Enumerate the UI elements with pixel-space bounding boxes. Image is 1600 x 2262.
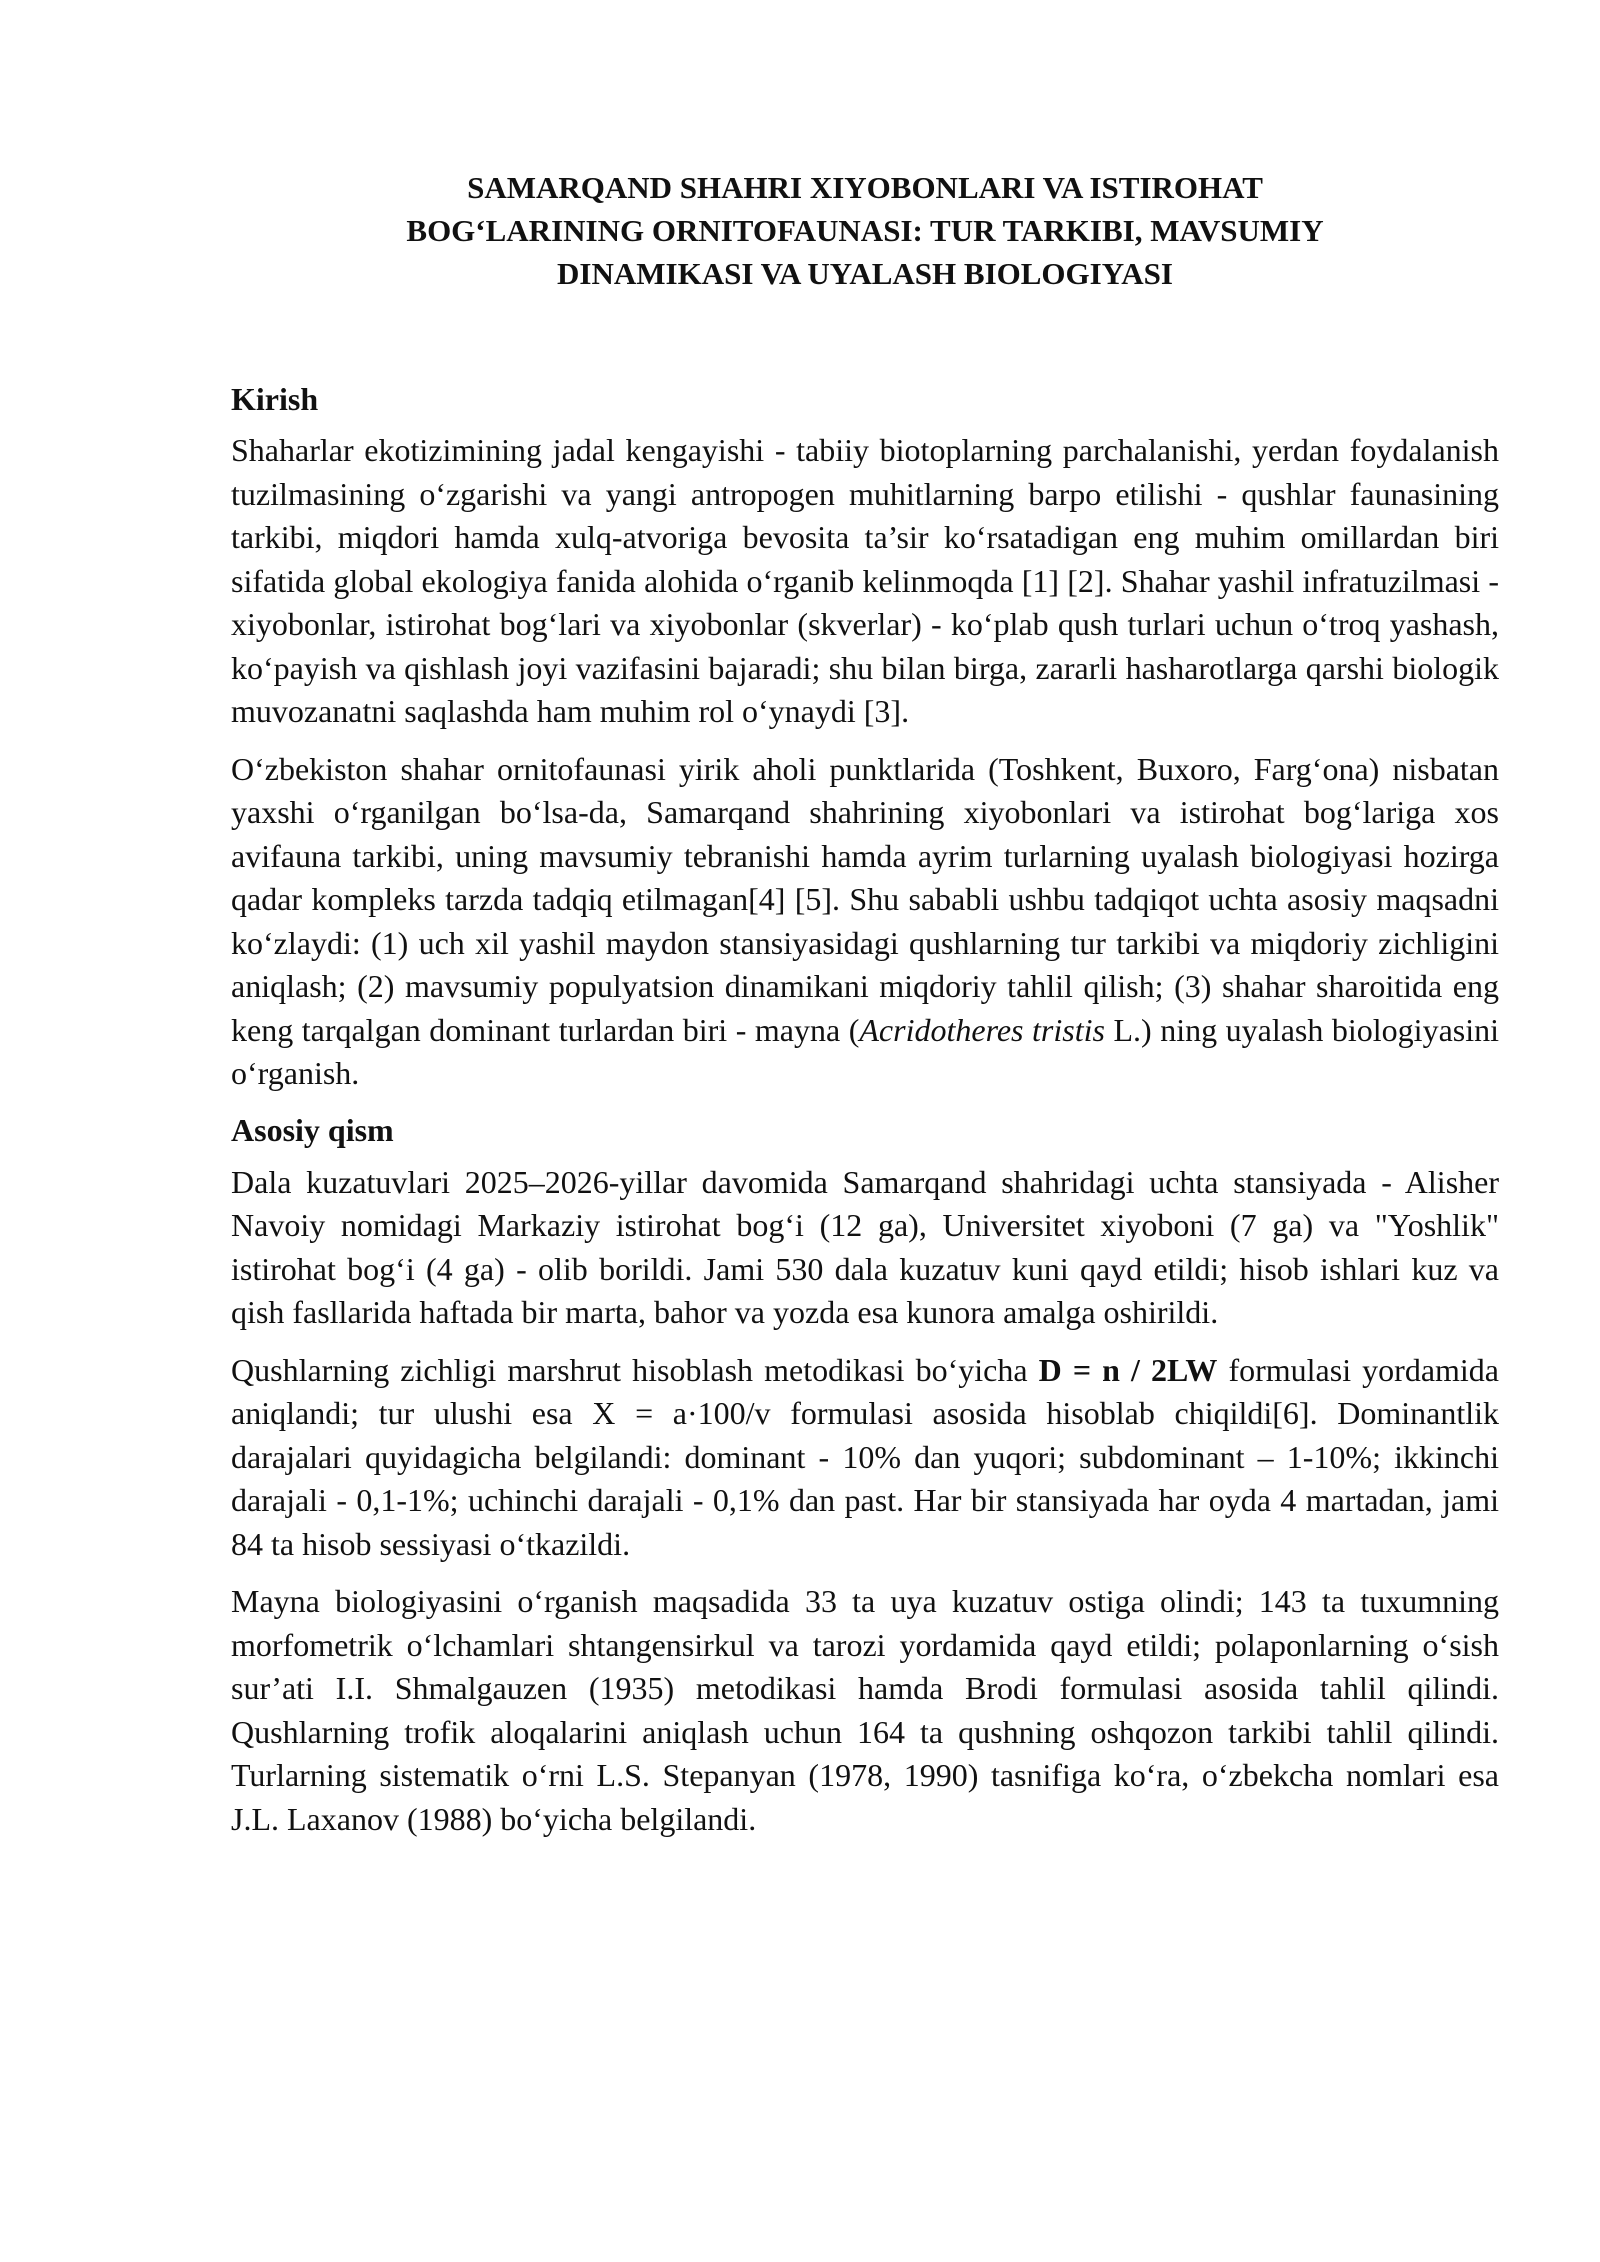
document-body: [231, 166, 1499, 1855]
title-line-2: BOG‘LARINING ORNITOFAUNASI: TUR TARKIBI, MAVSUMIY: [406, 213, 1324, 248]
density-formula: D = n / 2LW: [1038, 1351, 1218, 1388]
paper-title: [231, 166, 1499, 295]
main-paragraph-2: [231, 1349, 1499, 1567]
main-paragraph-3: Mayna biologiyasini o‘rganish maqsadida 33 ta uya kuzatuv ostiga olindi; 143 ta tuxumning morfometrik o‘lchamlari shtangensirkul va tarozi yordamida qayd etildi; polaponlarning o‘sish sur’ati I.I. Shmalgauzen (1935) metodikasi hamda Brodi formulasi asosida tahlil qilindi. Qushlarning trofik aloqalarini aniqlash uchun 164 ta qushning oshqozon tarkibi tahlil qilindi. Turlarning sistematik o‘rni L.S. Stepanyan (1978, 1990) tasnifiga ko‘ra, o‘zbekcha nomlari esa J.L. Laxanov (1988) bo‘yicha belgilandi.: [231, 1583, 1499, 1837]
intro-paragraph-2-text-before: O‘zbekiston shahar ornitofaunasi yirik aholi punktlarida (Toshkent, Buxoro, Farg‘ona) nisbatan yaxshi o‘rganilgan bo‘lsa-da, Samarqand shahrining xiyobonlari va istirohat bog‘lariga xos avifauna tarkibi, uning mavsumiy tebranishi hamda ayrim turlarning uyalash biologiyasi hozirga qadar kompleks tarzda tadqiq etilmagan[4] [5]. Shu sababli ushbu tadqiqot uchta asosiy maqsadni ko‘zlaydi: (1) uch xil yashil maydon stansiyasidagi qushlarning tur tarkibi va miqdoriy zichligini aniqlash; (2) mavsumiy populyatsion dinamikani miqdoriy tahlil qilish; (3) shahar sharoitida eng keng tarqalgan dominant turlardan biri - mayna (: [231, 750, 1499, 1048]
section-heading-kirish: Kirish: [231, 381, 319, 417]
main-paragraph-2-text-after: formulasi yordamida aniqlandi; tur ulushi esa X = a·100/v formulasi asosida hisoblab chiqildi[6]. Dominantlik darajalari quyidagicha belgilandi: dominant - 10% dan yuqori; subdominant – 1-10%; ikkinchi darajali - 0,1-1%; uchinchi darajali - 0,1% dan past. Har bir stansiyada har oyda 4 martadan, jami 84 ta hisob sessiyasi o‘tkazildi.: [231, 1351, 1500, 1562]
intro-paragraph-1: Shaharlar ekotizimining jadal kengayishi - tabiiy biotoplarning parchalanishi, yerdan foydalanish tuzilmasining o‘zgarishi va yangi antropogen muhitlarning barpo etilishi - qushlar faunasining tarkibi, miqdori hamda xulq-atvoriga bevosita ta’sir ko‘rsatadigan eng muhim omillardan biri sifatida global ekologiya fanida alohida o‘rganib kelinmoqda [1] [2]. Shahar yashil infratuzilmasi - xiyobonlar, istirohat bog‘lari va xiyobonlar (skverlar) - ko‘plab qush turlari uchun o‘troq yashash, ko‘payish va qishlash joyi vazifasini bajaradi; shu bilan birga, zararli hasharotlarga qarshi biologik muvozanatni saqlashda ham muhim rol o‘ynaydi [3].: [231, 432, 1499, 729]
species-name: Acridotheres tristis: [859, 1011, 1105, 1048]
main-paragraph-1: Dala kuzatuvlari 2025–2026-yillar davomida Samarqand shahridagi uchta stansiyada - Alisher Navoiy nomidagi Markaziy istirohat bog‘i (12 ga), Universitet xiyoboni (7 ga) va "Yoshlik" istirohat bog‘i (4 ga) - olib borildi. Jami 530 dala kuzatuv kuni qayd etildi; hisob ishlari kuz va qish fasllarida haftada bir marta, bahor va yozda esa kunora amalga oshirildi.: [231, 1163, 1499, 1330]
title-line-3: DINAMIKASI VA UYALASH BIOLOGIYASI: [557, 256, 1173, 291]
title-line-1: SAMARQAND SHAHRI XIYOBONLARI VA ISTIROHAT: [467, 170, 1263, 205]
main-paragraph-2-text-before: Qushlarning zichligi marshrut hisoblash metodikasi bo‘yicha: [231, 1351, 1039, 1388]
section-heading-asosiy-qism: Asosiy qism: [231, 1111, 394, 1148]
intro-paragraph-2-text-after: L.) ning uyalash biologiyasini o‘rganish.: [231, 1011, 1500, 1091]
intro-paragraph-2: [231, 748, 1499, 1096]
